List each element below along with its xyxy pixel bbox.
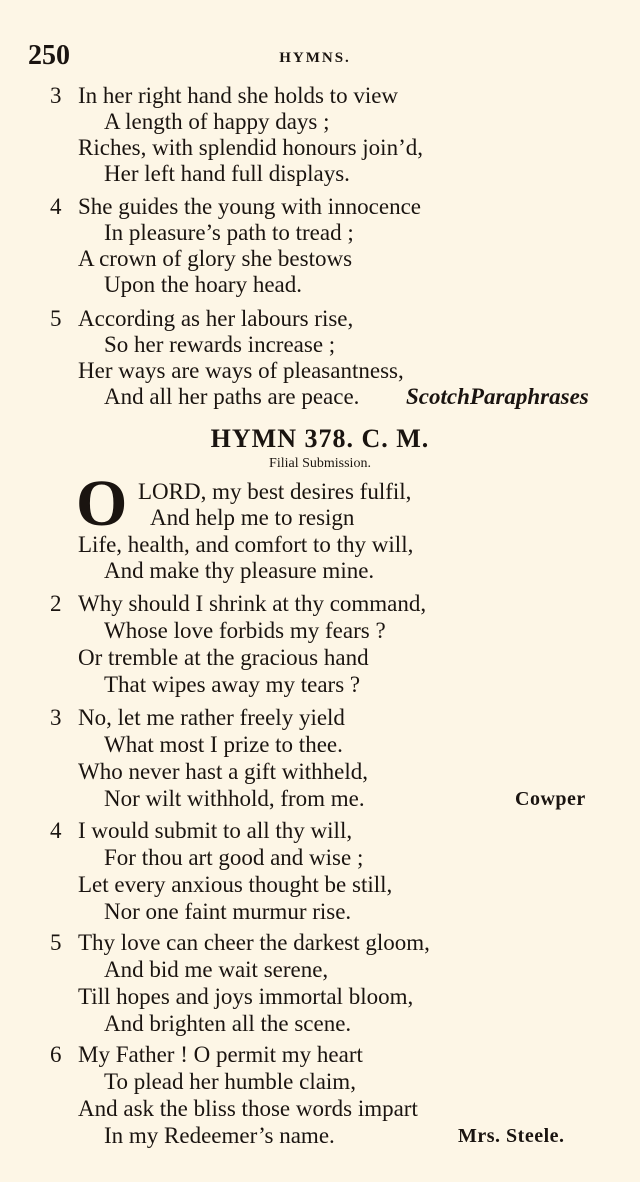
running-head: HYMNS.: [279, 50, 351, 66]
verse-line: That wipes away my tears ?: [104, 672, 361, 697]
verse-line: A length of happy days ;: [104, 109, 330, 134]
verse-line: And help me to resign: [150, 505, 355, 530]
verse-line: A crown of glory she bestows: [78, 246, 353, 271]
verse-line: Upon the hoary head.: [104, 272, 302, 297]
verse-line: In her right hand she holds to view: [78, 83, 399, 108]
verse-line: Her left hand full displays.: [104, 161, 350, 186]
verse-line: And bid me wait serene,: [104, 957, 329, 982]
verse-line: Nor one faint murmur rise.: [104, 899, 352, 924]
verse-number: 4: [50, 818, 62, 843]
verse-line: According as her labours rise,: [78, 306, 354, 331]
verse-line: In pleasure’s path to tread ;: [104, 220, 354, 245]
verse-line: For thou art good and wise ;: [104, 845, 364, 870]
page-header: [22, 40, 608, 74]
verse-line: She guides the young with innocence: [78, 194, 422, 219]
attribution-scotch-paraphrases: ScotchParaphrases: [406, 384, 589, 409]
verse-line: Life, health, and comfort to thy will,: [78, 532, 414, 557]
verse-number: 5: [50, 306, 62, 331]
drop-cap: O: [76, 467, 128, 540]
verse-number: 3: [50, 83, 62, 108]
verse-line: My Father ! O permit my heart: [78, 1042, 363, 1067]
verse-number: 2: [50, 591, 62, 616]
verse-line: Riches, with splendid honours join’d,: [78, 135, 423, 160]
verse-line: Her ways are ways of pleasantness,: [78, 358, 404, 383]
verse-line: I would submit to all thy will,: [78, 818, 353, 843]
verse-line: And brighten all the scene.: [104, 1011, 352, 1036]
verse-line: No, let me rather freely yield: [78, 705, 345, 730]
attribution-cowper: Cowper: [515, 788, 586, 810]
verse-line: Whose love forbids my fears ?: [104, 618, 386, 643]
verse-line: And all her paths are peace.: [104, 384, 360, 409]
verse-number: 3: [50, 705, 62, 730]
verse-line: In my Redeemer’s name.: [104, 1123, 335, 1148]
verse-line: And make thy pleasure mine.: [104, 558, 375, 583]
attribution-mrs-steele: Mrs. Steele.: [458, 1125, 565, 1147]
verse-line: Nor wilt withhold, from me.: [104, 786, 365, 811]
verse-line: Or tremble at the gracious hand: [78, 645, 369, 670]
verse-line: So her rewards increase ;: [104, 332, 336, 357]
page-number: 250: [28, 40, 70, 71]
hymn-title: HYMN 378. C. M.: [210, 424, 430, 453]
verse-line: What most I prize to thee.: [104, 732, 343, 757]
verse-line: And ask the bliss those words impart: [78, 1096, 418, 1121]
verse-line: To plead her humble claim,: [104, 1069, 356, 1094]
verse-line: Let every anxious thought be still,: [78, 872, 393, 897]
verse-number: 4: [50, 194, 62, 219]
hymn-subtitle: Filial Submission.: [269, 456, 371, 471]
verse-line: Why should I shrink at thy command,: [78, 591, 427, 616]
verse-line: LORD, my best desires fulfil,: [138, 479, 412, 504]
verse-line: Who never hast a gift withheld,: [78, 759, 368, 784]
verse-number: 6: [50, 1042, 62, 1067]
verse-line: Till hopes and joys immortal bloom,: [78, 984, 414, 1009]
verse-number: 5: [50, 930, 62, 955]
verse-line: Thy love can cheer the darkest gloom,: [78, 930, 430, 955]
